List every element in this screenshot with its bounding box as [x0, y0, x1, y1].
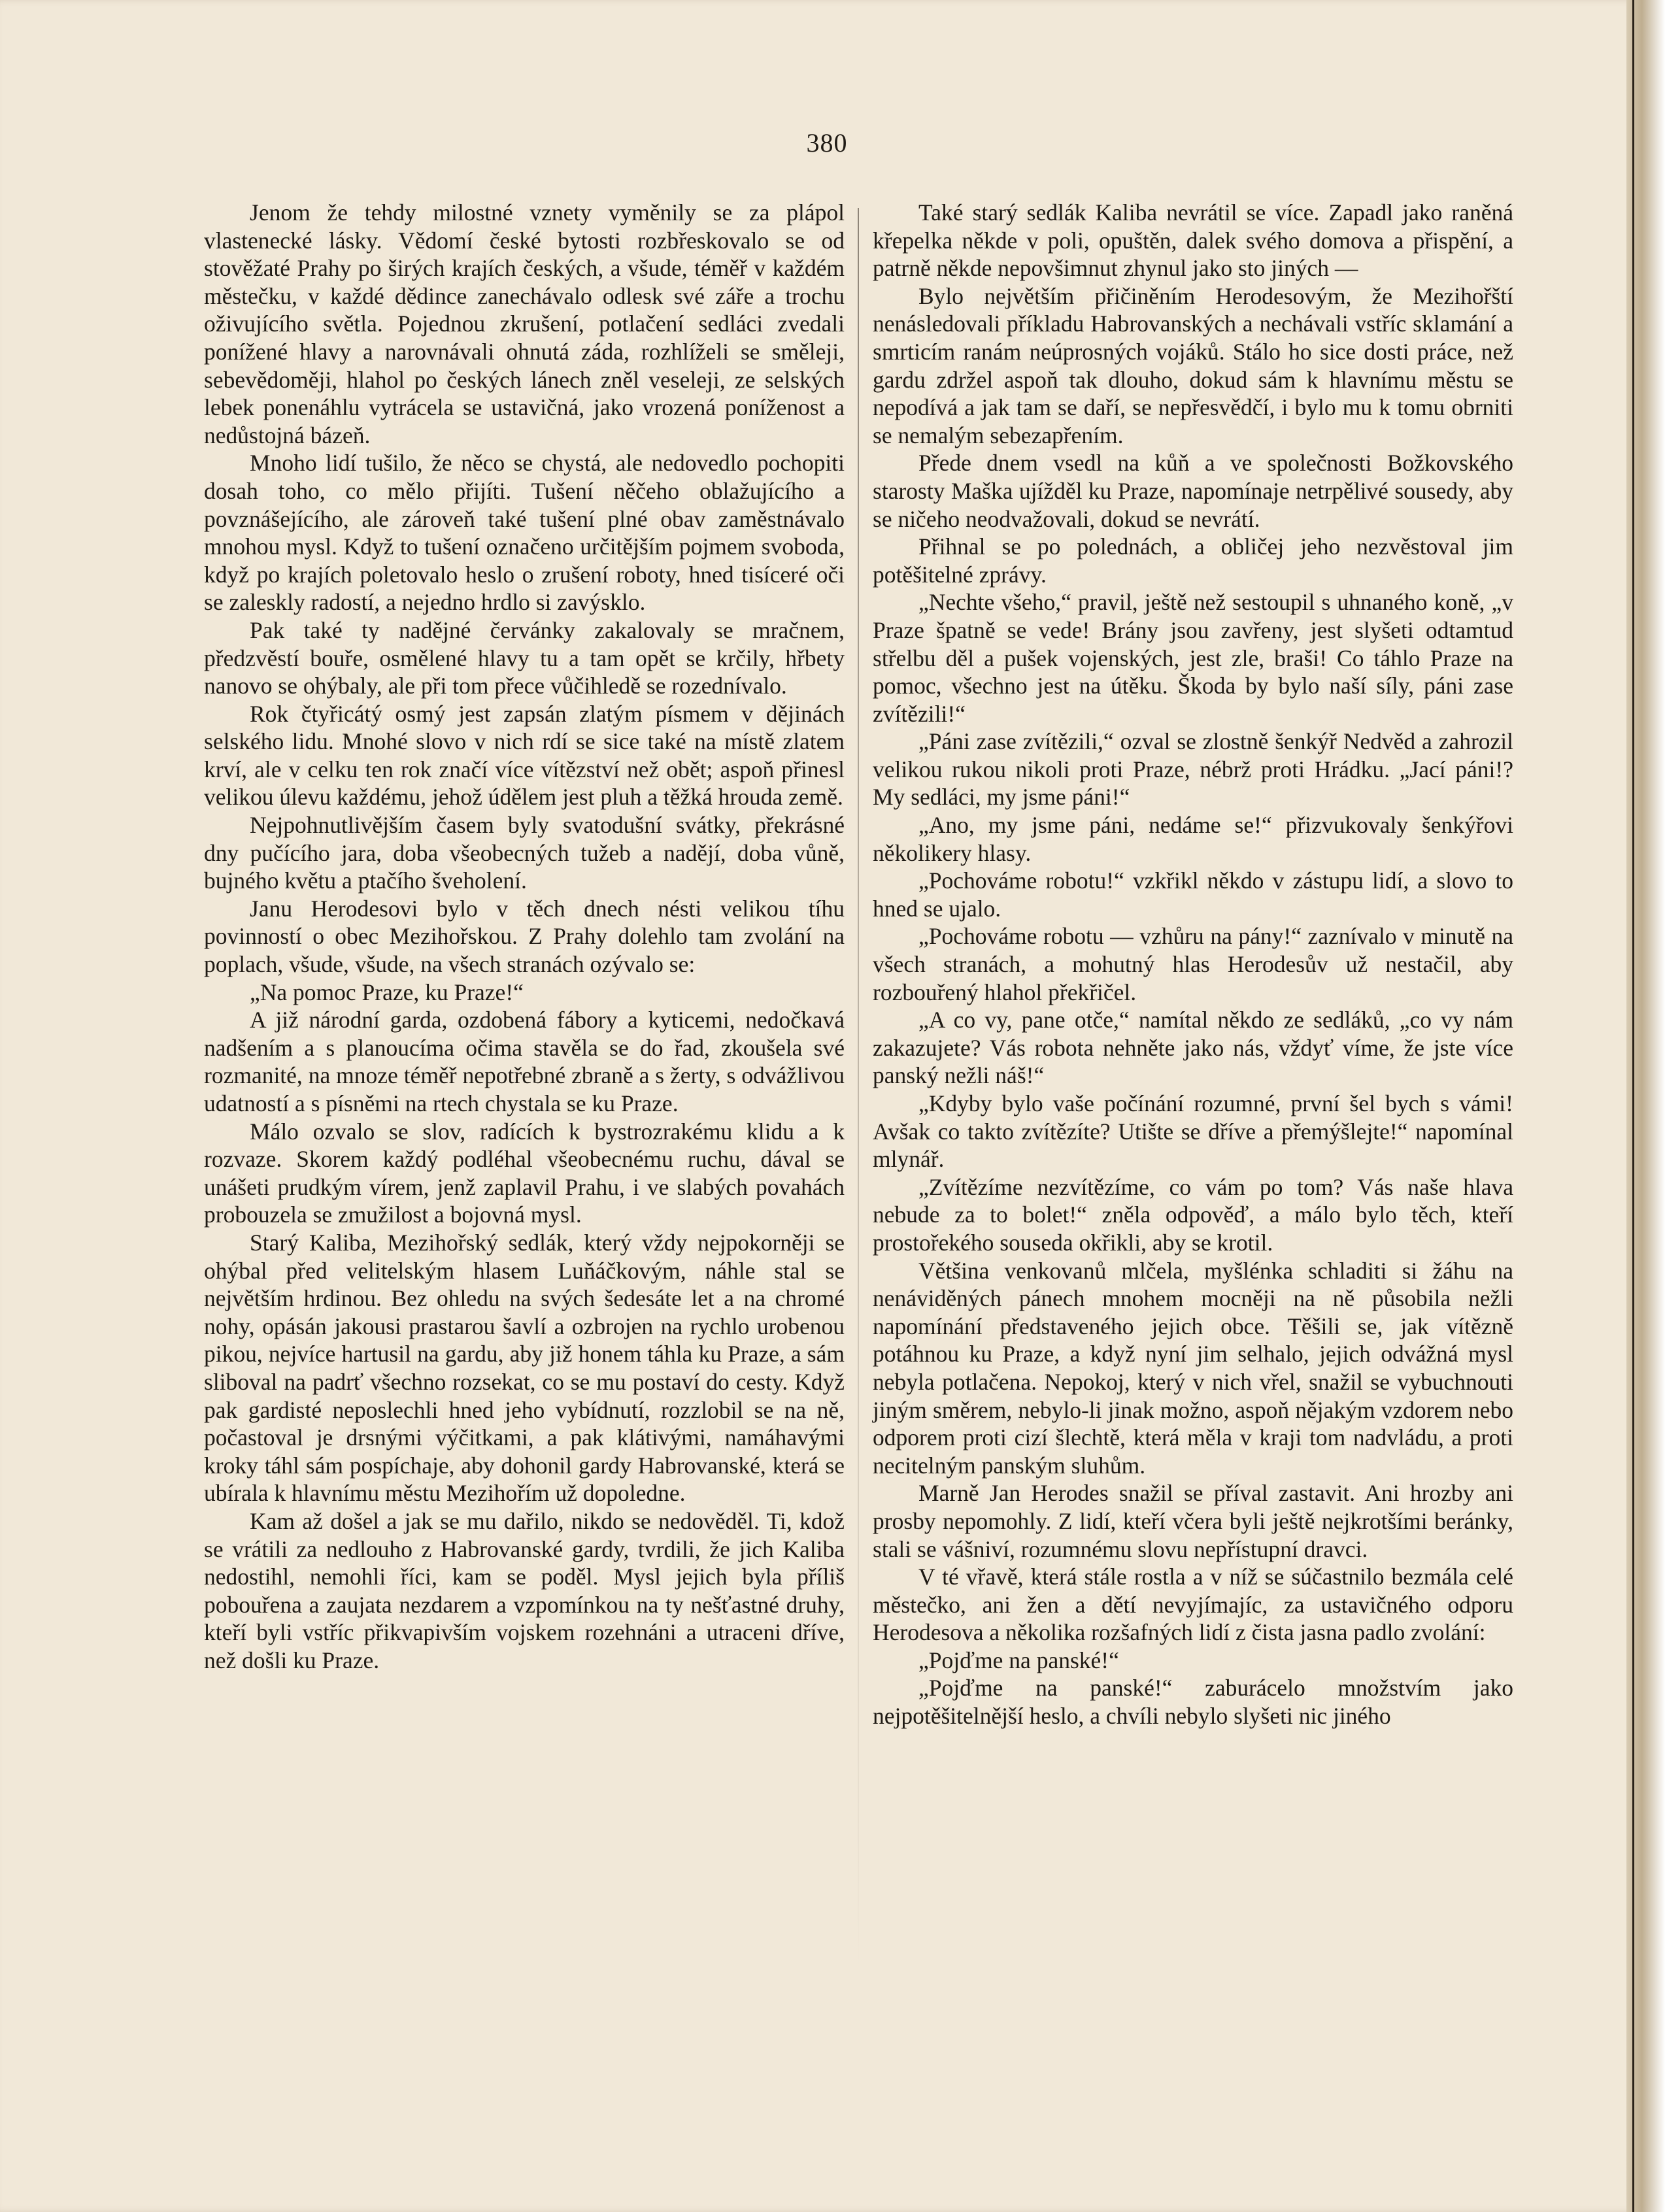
paragraph: A již národní garda, ozdobená fábory a kyticemi, nedočkavá nadšením a s planoucíma očima stavěla se do řad, zkoušela své rozmanité, na mnoze téměř nepotřebné zbraně a s žerty, s odvážlivou udatností a s písněmi na rtech chystala se ku Praze. — [204, 1007, 845, 1116]
paragraph: „Pojďme na panské!“ zaburácelo množstvím jako nejpotěšitelnější heslo, a chvíli nebylo slyšeti nic jiného — [873, 1675, 1513, 1730]
paragraph: „Na pomoc Praze, ku Praze!“ — [250, 979, 524, 1005]
paragraph: „Kdyby bylo vaše počínání rozumné, první šel bych s vámi! Avšak co takto zvítězíte? Utište se dříve a přemýšlejte!“ napomínal mlynář. — [873, 1090, 1513, 1173]
paragraph: Kam až došel a jak se mu dařilo, nikdo se nedověděl. Ti, kdož se vrátili za nedlouho z Habrovanské gardy, tvrdili, že jich Kaliba nedostihl, nemohli říci, kam se poděl. Mysl jejich byla příliš pobouřena a zaujata nezdarem a vzpomínkou na ty nešťastné druhy, kteří byli vstříc přikvapivším vojskem rozehnáni a utraceni dříve, než došli ku Praze. — [204, 1507, 845, 1673]
paragraph: „Ano, my jsme páni, nedáme se!“ přizvukovaly šenkýřovi několikery hlasy. — [873, 812, 1513, 866]
paragraph: Jenom že tehdy milostné vznety vyměnily se za plápol vlastenecké lásky. Vědomí české bytosti rozbřeskovalo se od stověžaté Prahy po širých krajích českých, a všude, téměř v každém městečku, v každé dědince zanechávalo odlesk své záře a trochu oživujícího světla. Pojednou zkrušení, potlačení sedláci zvedali ponížené hlavy a narovnávali ohnutá záda, rozhlíželi se směleji, sebevědoměji, hlahol po českých lánech zněl veseleji, ze selských lebek ponenáhlu vytrácela se ustavičná, jako vrozená poníženost a nedůstojná bázeň. — [204, 199, 845, 448]
page-number: 380 — [806, 128, 848, 158]
paragraph: Marně Jan Herodes snažil se příval zastavit. Ani hrozby ani prosby nepomohly. Z lidí, kteří včera byli ještě nejkrotšími beránky, stali se vášniví, rozumnému slovu nepřístupní dravci. — [873, 1480, 1513, 1562]
paragraph: Také starý sedlák Kaliba nevrátil se více. Zapadl jako raněná křepelka někde v poli, opuštěn, dalek svého domova a přispění, a patrně někde nepovšimnut zhynul jako sto jiných — — [873, 199, 1513, 282]
paragraph: V té vřavě, která stále rostla a v níž se súčastnilo bezmála celé městečko, ani žen a dětí nevyjímajíc, za ustavičného odporu Herodesova a několika rozšafných lidí z čista jasna padlo zvolání: — [873, 1564, 1513, 1646]
paragraph: Předе dnem vsedl na kůň a ve společnosti Božkovského starosty Maška ujížděl ku Praze, napomínaje netrpělivé sousedy, aby se ničeho neodvažovali, dokud se nevrátí. — [873, 450, 1513, 532]
paragraph: „Zvítězíme nezvítězíme, co vám po tom? Vás naše hlava nebude za to bolet!“ zněla odpověď, a málo bylo těch, kteří prostořekého souseda okřikli, aby se krotil. — [873, 1173, 1513, 1256]
paragraph: „Páni zase zvítězili,“ ozval se zlostně šenkýř Nedvěd a zahrozil velikou rukou nikoli proti Praze, nébrž proti Hrádku. „Jací páni!? My sedláci, my jsme páni!“ — [873, 728, 1513, 811]
paragraph: Mnoho lidí tušilo, že něco se chystá, ale nedovedlo pochopiti dosah toho, co mělo přijíti. Tušení něčeho oblažujícího a povznášejícího, ale zároveň také tušení plné obav zaměstnávalo mnohou mysl. Když to tušení označeno určitějším pojmem svoboda, když po krajích poletovalo heslo o zrušení roboty, hned tisíceré oči se zaleskly radostí, a nejedno hrdlo si zavýsklo. — [204, 450, 845, 616]
spine-edge — [1632, 0, 1634, 2212]
paragraph: Málo ozvalo se slov, radících k bystrozrakému klidu a k rozvaze. Skorem každý podléhal všeobecnému ruchu, dával se unášeti prudkým vírem, jenž zaplavil Prahu, i ve slabých povahách probouzela se zmužilost a bojovná mysl. — [204, 1118, 845, 1228]
column-divider — [858, 208, 859, 1973]
paragraph: Přihnal se po polednách, a obličej jeho nezvěstoval jim potěšitelné zprávy. — [873, 533, 1513, 588]
paragraph: „Pochováme robotu — vzhůru na pány!“ zaznívalo v minutě na všech stranách, a mohutný hlas Herodesův už nestačil, aby rozbouřený hlahol překřičel. — [873, 923, 1513, 1005]
left-column — [204, 199, 845, 1674]
paragraph: Většina venkovanů mlčela, myšlénka schladiti si žáhu na nenáviděných pánech mnohem mocněji na ně působila nežli napomínání představeného jejich obce. Těšili se, jak vítězně potáhnou ku Praze, a když nyní jim selhalo, jejich odvážná mysl nebyla potlačena. Nepokoj, který v nich vřel, snažil se vybuchnouti jiným směrem, nebylo-li jinak možno, aspoň nějakým vzdorem nebo odporem proti cizí šlechtě, která měla v kraji tom nadvládu, a proti necitelným panským sluhům. — [873, 1257, 1513, 1479]
right-column — [873, 199, 1513, 1730]
paragraph: „A co vy, pane otče,“ namítal někdo ze sedláků, „co vy nám zakazujete? Vás robota nehněte jako nás, vždyť víme, že jste více panský nežli náš!“ — [873, 1007, 1513, 1089]
paragraph: „Nechte všeho,“ pravil, ještě než sestoupil s uhnaného koně, „v Praze špatně se vede! Brány jsou zavřeny, jest slyšeti odtamtud střelbu děl a pušek vojenských, jest zle, braši! Co táhlo Praze na pomoc, všechno jest na útěku. Škoda by bylo naší síly, páni zase zvítězili!“ — [873, 589, 1513, 727]
paragraph: Bylo největším přičiněním Herodesovým, že Mezihořští nenásledovali příkladu Habrovanských a nechávali vstříc sklamání a smrticím ranám neúprosných vojáků. Stálo ho sice dosti práce, než gardu zdržel aspoň tak dlouho, dokud sám k hlavnímu městu se nepodívá a jak tam se daří, se nepřesvědčí, i bylo mu k tomu obrniti se nemalým sebezapřením. — [873, 282, 1513, 448]
paragraph: Janu Herodesovi bylo v těch dnech nésti velikou tíhu povinností o obec Mezihořskou. Z Prahy dolehlo tam zvolání na poplach, všude, všude, na všech stranách ozývalo se: — [204, 895, 845, 978]
paragraph: Starý Kaliba, Mezihořský sedlák, který vždy nejpokorněji se ohýbal před velitelským hlasem Luňáčkovým, náhle stal se největším hrdinou. Bez ohledu na svých šedesáte let a na chromé nohy, opásán jakousi prastarou šavlí a ozbrojen na rychlo urobenou pikou, nejvíce hartusil na gardu, aby již honem táhla ku Praze, a sám sliboval na padrť všechno rozsekat, co se mu postaví do cesty. Když pak gardisté neposlechli hned jeho vybídnutí, rozzlobil se na ně, počastoval je drsnými výčitkami, a pak klátivými, namáhavými kroky táhl sám pospíchaje, aby dohonil gardy Habrovanské, která se ubírala k hlavnímu městu Mezihořím už dopoledne. — [204, 1229, 845, 1507]
paragraph: Pak také ty nadějné červánky zakalovaly se mračnem, předzvěstí bouře, osmělené hlavy tu a tam opět se krčily, hřbety nanovo se ohýbaly, ale při tom přece vůčihledě se rozednívalo. — [204, 616, 845, 699]
paragraph: „Pojďme na panské!“ — [918, 1647, 1119, 1673]
paragraph: Rok čtyřicátý osmý jest zapsán zlatým písmem v dějinách selského lidu. Mnohé slovo v nich rdí se sice také na místě zlatem krví, ale v celku ten rok značí více vítězství než obět; aspoň přinesl velikou úlevu každému, jehož údělem jest pluh a těžká hrouda země. — [204, 700, 845, 811]
paragraph: „Pochováme robotu!“ vzkřikl někdo v zástupu lidí, a slovo to hned se ujalo. — [873, 867, 1513, 922]
paragraph: Nejpohnutlivějším časem byly svatodušní svátky, překrásné dny pučícího jara, doba všeobecných tužeb a nadějí, doba vůně, bujného květu a ptačího šveholení. — [204, 812, 845, 894]
